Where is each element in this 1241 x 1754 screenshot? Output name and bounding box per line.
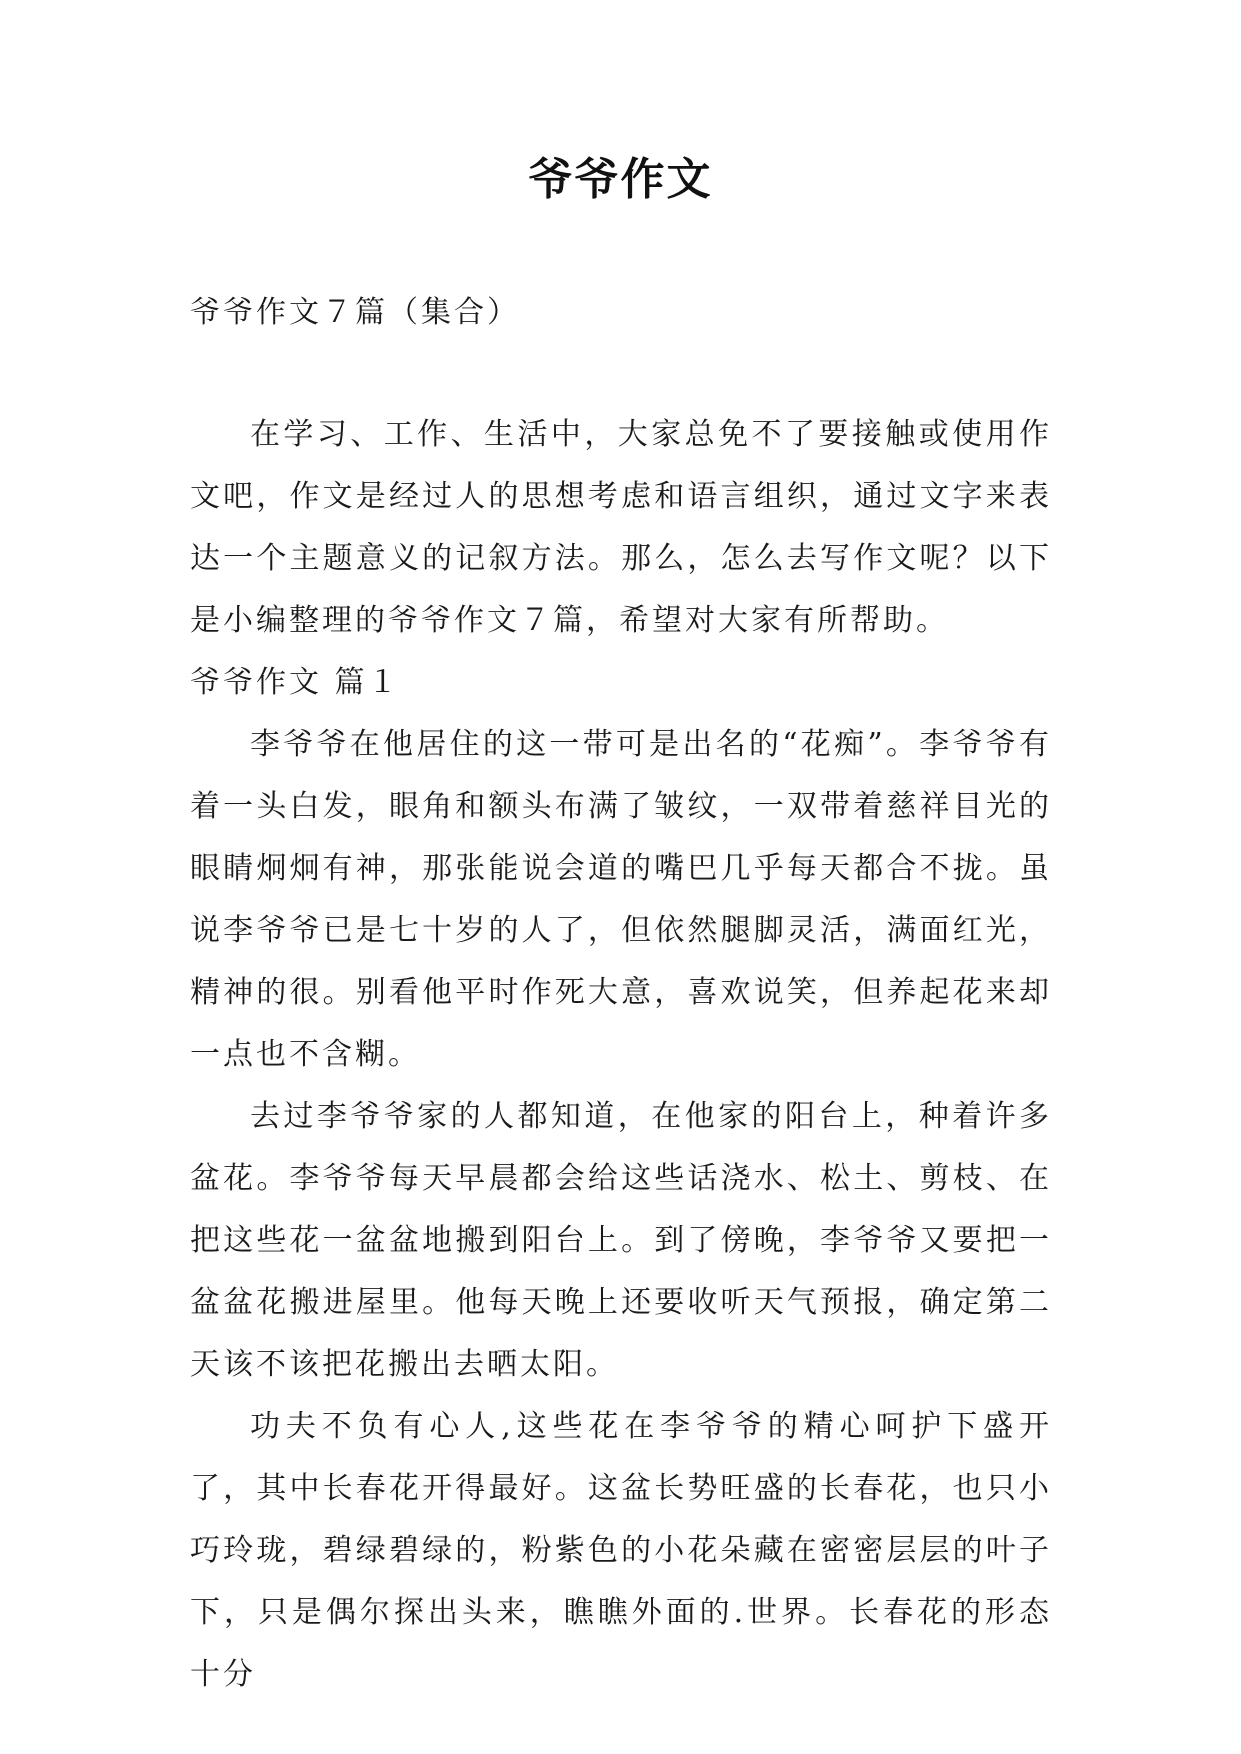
document-title: 爷爷作文 (528, 154, 713, 205)
document-body (190, 404, 1052, 1706)
section-heading: 爷爷作文 篇１ (190, 665, 401, 700)
document-subtitle: 爷爷作文７篇（集合） (190, 295, 520, 330)
intro-paragraph: 在学习、工作、生活中，大家总免不了要接触或使用作文吧，作文是经过人的思想考虑和语言组织，通过文字来表达一个主题意义的记叙方法。那么，怎么去写作文呢？以下是小编整理的爷爷作文７篇，希望对大家有所帮助。 (190, 417, 1052, 638)
body-paragraph: 去过李爷爷家的人都知道，在他家的阳台上，种着许多盆花。李爷爷每天早晨都会给这些话浇水、松土、剪枝、在把这些花一盆盆地搬到阳台上。到了傍晚，李爷爷又要把一盆盆花搬进屋里。他每天晚上还要收听天气预报，确定第二天该不该把花搬出去晒太阳。 (190, 1099, 1052, 1382)
body-paragraph: 李爷爷在他居住的这一带可是出名的“花痴”。李爷爷有着一头白发，眼角和额头布满了皱纹，一双带着慈祥目光的眼睛炯炯有神，那张能说会道的嘴巴几乎每天都合不拢。虽说李爷爷已是七十岁的人了，但依然腿脚灵活，满面红光，精神的很。别看他平时作死大意，喜欢说笑，但养起花来却一点也不含糊。 (190, 727, 1052, 1072)
body-paragraph: 功夫不负有心人,这些花在李爷爷的精心呵护下盛开了，其中长春花开得最好。这盆长势旺盛的长春花，也只小巧玲珑，碧绿碧绿的，粉紫色的小花朵藏在密密层层的叶子下，只是偶尔探出头来，瞧瞧外面的.世界。长春花的形态十分 (190, 1409, 1052, 1692)
